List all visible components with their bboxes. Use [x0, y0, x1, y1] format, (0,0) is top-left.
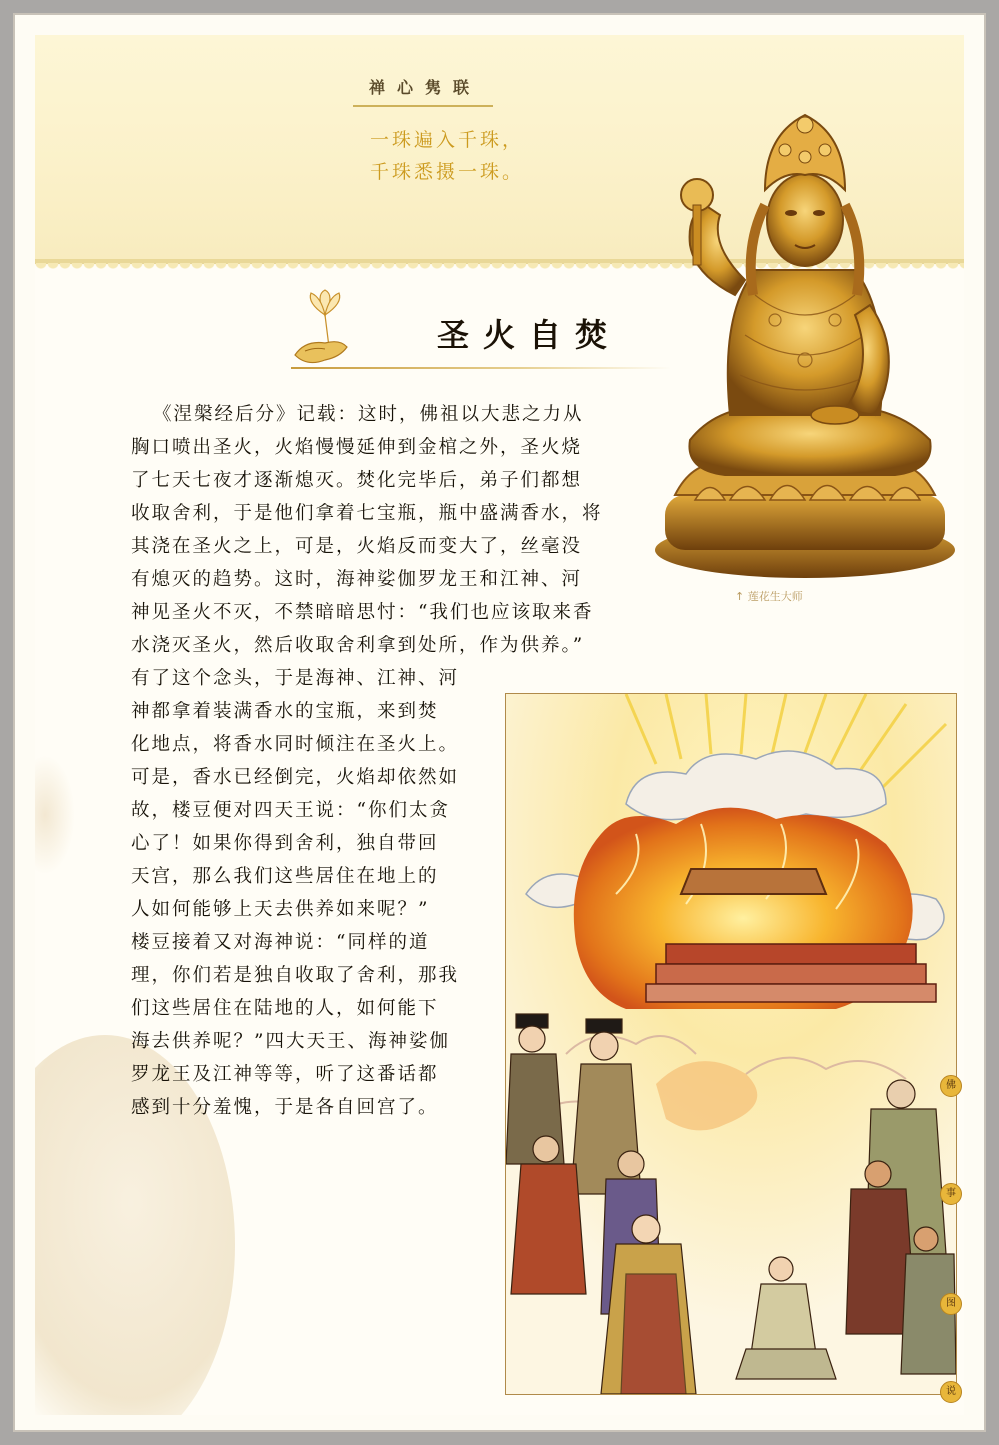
section-title: 禅心隽联 [368, 78, 481, 97]
body-line: 了七天七夜才逐渐熄灭。焚化完毕后，弟子们都想 [131, 470, 583, 491]
body-line: 故，楼豆便对四天王说：“你们太贪 [131, 800, 450, 821]
body-line: 有了这个念头，于是海神、江神、河 [131, 668, 460, 689]
body-line: 罗龙王及江神等等，听了这番话都 [131, 1064, 439, 1085]
padmasambhava-statue-image [635, 95, 964, 585]
section-title-rule [353, 105, 493, 107]
article-title: 圣火自焚 [437, 316, 622, 354]
body-line: 收取舍利，于是他们拿着七宝瓶，瓶中盛满香水，将 [131, 503, 603, 524]
body-line: 理，你们若是独自收取了舍利，那我 [131, 965, 460, 986]
body-line: 胸口喷出圣火，火焰慢慢延伸到金棺之外，圣火烧 [131, 437, 583, 458]
background-decoration-small [35, 755, 75, 875]
body-line: 感到十分羞愧，于是各自回宫了。 [131, 1097, 439, 1118]
body-line: 人如何能够上天去供养如来呢？” [131, 899, 430, 920]
background-decoration [35, 1035, 235, 1415]
side-tab-3: 图 [940, 1293, 962, 1315]
page-content [35, 35, 964, 1415]
side-tab-1: 佛 [940, 1075, 962, 1097]
sacred-fire-painting [505, 693, 957, 1395]
body-line: 《涅槃经后分》记载：这时，佛祖以大悲之力从 [153, 404, 584, 425]
verse-line-1: 一珠遍入千珠， [370, 129, 525, 151]
side-tab-2: 事 [940, 1183, 962, 1205]
lotus-hand-icon [285, 285, 365, 375]
title-underline [291, 367, 671, 369]
body-line: 天宫，那么我们这些居住在地上的 [131, 866, 439, 887]
body-line: 可是，香水已经倒完，火焰却依然如 [131, 767, 460, 788]
body-line: 化地点，将香水同时倾注在圣火上。 [131, 734, 460, 755]
body-line: 海去供养呢？”四大天王、海神娑伽 [131, 1031, 450, 1052]
verse-line-2: 千珠悉摄一珠。 [370, 161, 525, 183]
body-line: 心了！如果你得到舍利，独自带回 [131, 833, 439, 854]
body-line: 神见圣火不灭，不禁暗暗思忖：“我们也应该取来香 [131, 602, 594, 623]
statue-caption: ↑ 莲花生大师 [735, 590, 803, 603]
body-line: 有熄灭的趋势。这时，海神娑伽罗龙王和江神、河 [131, 569, 583, 590]
side-tab-4: 说 [940, 1381, 962, 1403]
body-line: 神都拿着装满香水的宝瓶，来到焚 [131, 701, 439, 722]
body-line: 们这些居住在陆地的人，如何能下 [131, 998, 439, 1019]
page [13, 13, 986, 1432]
body-line: 楼豆接着又对海神说：“同样的道 [131, 932, 430, 953]
body-line: 其浇在圣火之上，可是，火焰反而变大了，丝毫没 [131, 536, 583, 557]
body-line: 水浇灭圣火，然后收取舍利拿到处所，作为供养。” [131, 635, 585, 656]
